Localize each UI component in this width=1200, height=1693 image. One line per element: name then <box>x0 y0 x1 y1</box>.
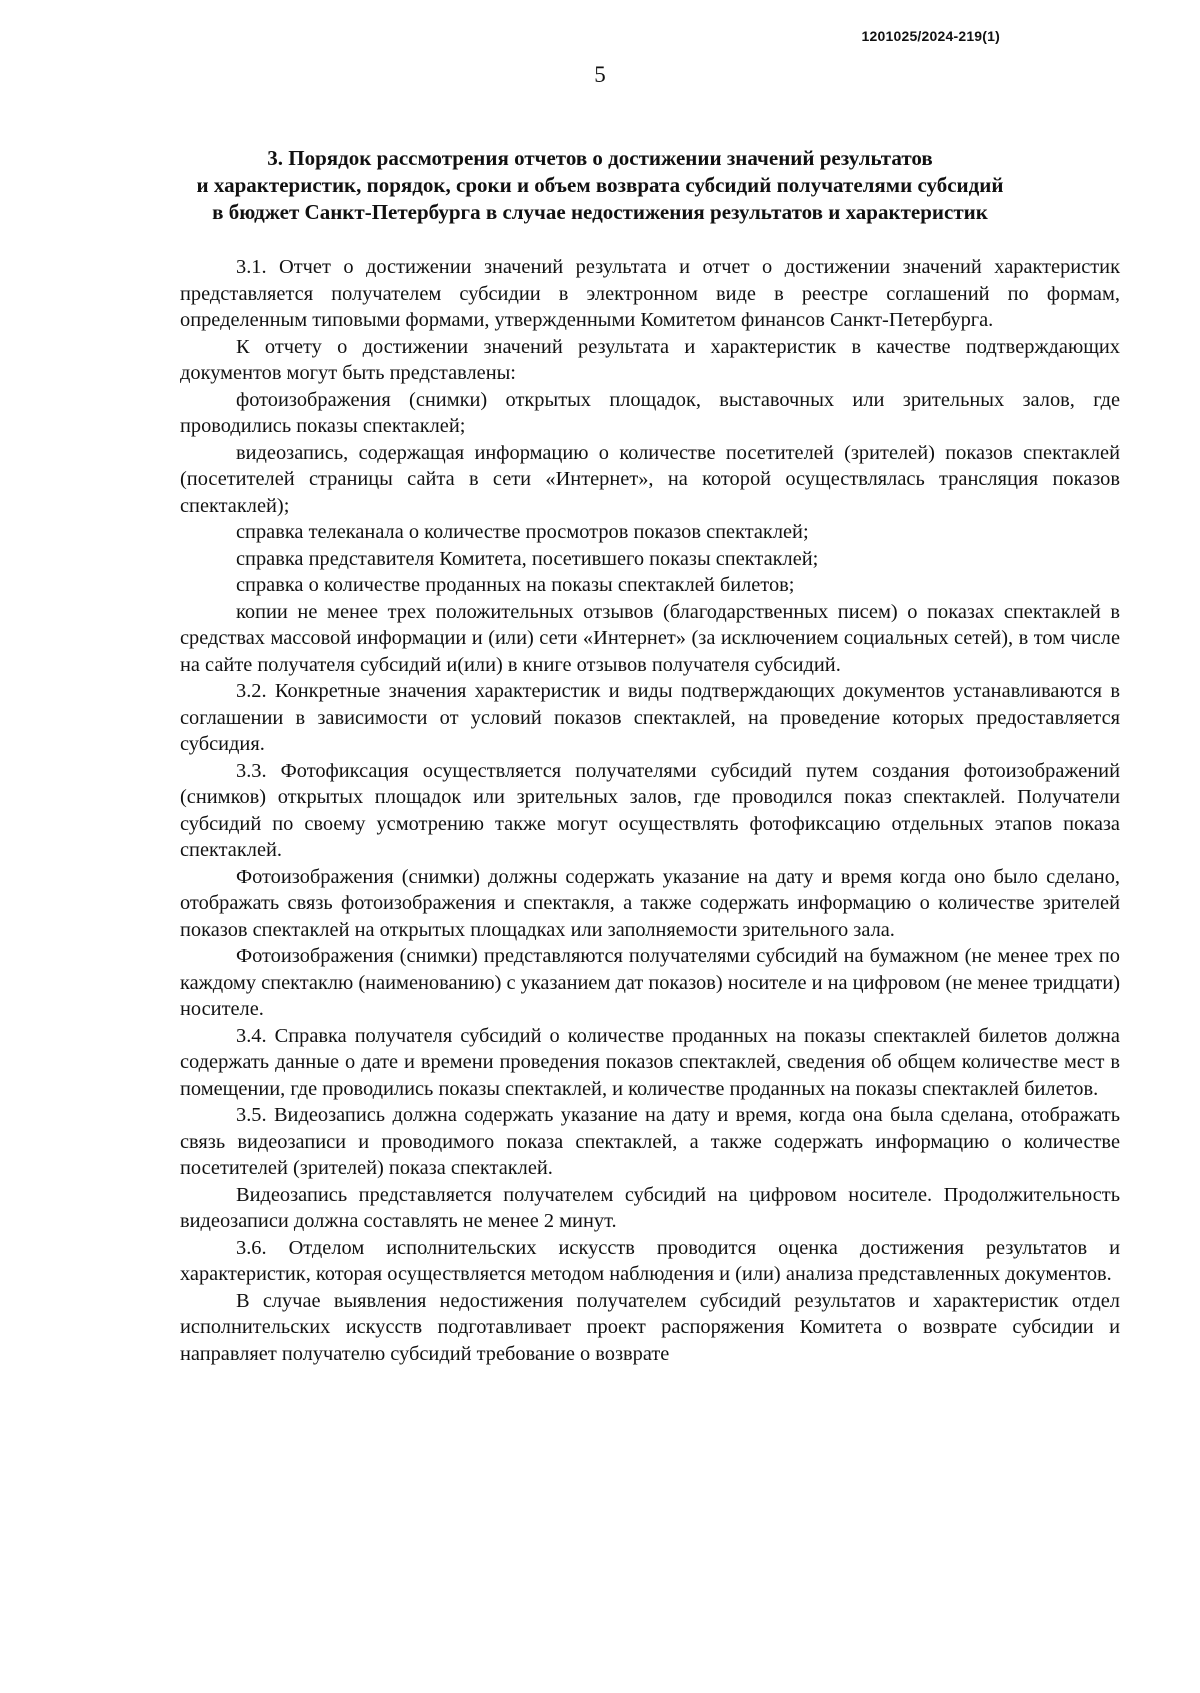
paragraph-3-2: 3.2. Конкретные значения характеристик и виды подтверждающих документов устанавливаются в соглашении в зависимости от условий показов спектаклей, на проведение которых предоставляется субсидия. <box>180 680 1120 755</box>
section-heading-line: в бюджет Санкт-Петербурга в случае недостижения результатов и характеристик <box>212 200 988 224</box>
paragraph-video-submission: Видеозапись представляется получателем субсидий на цифровом носителе. Продолжительность видеозаписи должна составлять не менее 2 минут. <box>180 1183 1120 1232</box>
paragraph-documents-intro: К отчету о достижении значений результата и характеристик в качестве подтверждающих документов могут быть представлены: <box>180 335 1120 384</box>
paragraph-photo-requirements: Фотоизображения (снимки) должны содержать указание на дату и время когда оно было сделано, отображать связь фотоизображения и спектакля, а также содержать информацию о количестве зрителей показов спектаклей на открытых площадках или заполняемости зрительного зала. <box>180 865 1120 941</box>
section-heading <box>160 145 1040 226</box>
list-item-tickets-reference: справка о количестве проданных на показы спектаклей билетов; <box>236 574 795 596</box>
section-heading-line: 3. Порядок рассмотрения отчетов о достижении значений результатов <box>267 146 933 170</box>
document-number: 1201025/2024-219(1) <box>861 28 1000 44</box>
list-item-reviews: копии не менее трех положительных отзывов (благодарственных писем) о показах спектаклей в средствах массовой информации и (или) сети «Интернет» (за исключением социальных сетей), в том числе на сайте получателя субсидий и(или) в книге отзывов получателя субсидий. <box>180 600 1120 676</box>
paragraph-3-4: 3.4. Справка получателя субсидий о количестве проданных на показы спектаклей билетов должна содержать данные о дате и времени проведения показов спектаклей, сведения об общем количестве мест в помещении, где проводились показы спектаклей, и количестве проданных на показы спектаклей билетов. <box>180 1024 1120 1100</box>
list-item-tv-reference: справка телеканала о количестве просмотров показов спектаклей; <box>236 521 809 543</box>
paragraph-refund-procedure: В случае выявления недостижения получателем субсидий результатов и характеристик отдел исполнительских искусств подготавливает проект распоряжения Комитета о возврате субсидии и направляет получателю субсидий требование о возврате <box>180 1289 1120 1365</box>
paragraph-3-6: 3.6. Отделом исполнительских искусств проводится оценка достижения результатов и характеристик, которая осуществляется методом наблюдения и (или) анализа представленных документов. <box>180 1236 1120 1285</box>
paragraph-3-3: 3.3. Фотофиксация осуществляется получателями субсидий путем создания фотоизображений (снимков) открытых площадок или зрительных залов, где проводился показ спектаклей. Получатели субсидий по своему усмотрению также могут осуществлять фотофиксацию отдельных этапов показа спектаклей. <box>180 759 1120 861</box>
list-item-photos: фотоизображения (снимки) открытых площадок, выставочных или зрительных залов, где проводились показы спектаклей; <box>180 388 1120 437</box>
document-body <box>180 254 1120 1367</box>
list-item-committee-reference: справка представителя Комитета, посетившего показы спектаклей; <box>236 547 819 570</box>
paragraph-3-1: 3.1. Отчет о достижении значений результата и отчет о достижении значений характеристик представляется получателем субсидии в электронном виде в реестре соглашений по формам, определенным типовыми формами, утвержденными Комитетом финансов Санкт-Петербурга. <box>180 256 1120 331</box>
section-heading-line: и характеристик, порядок, сроки и объем возврата субсидий получателями субсидий <box>196 173 1004 197</box>
paragraph-3-5: 3.5. Видеозапись должна содержать указание на дату и время, когда она была сделана, отображать связь видеозаписи и проводимого показа спектаклей, а также содержать информацию о количестве посетителей (зрителей) показа спектаклей. <box>180 1104 1120 1179</box>
list-item-video: видеозапись, содержащая информацию о количестве посетителей (зрителей) показов спектаклей (посетителей страницы сайта в сети «Интернет», на которой осуществлялась трансляция показов спектаклей); <box>180 441 1120 517</box>
paragraph-photo-submission: Фотоизображения (снимки) представляются получателями субсидий на бумажном (не менее трех по каждому спектаклю (наименованию) с указанием дат показов) носителе и на цифровом (не менее тридцати) носителе. <box>180 945 1121 1020</box>
page-number: 5 <box>594 62 606 87</box>
